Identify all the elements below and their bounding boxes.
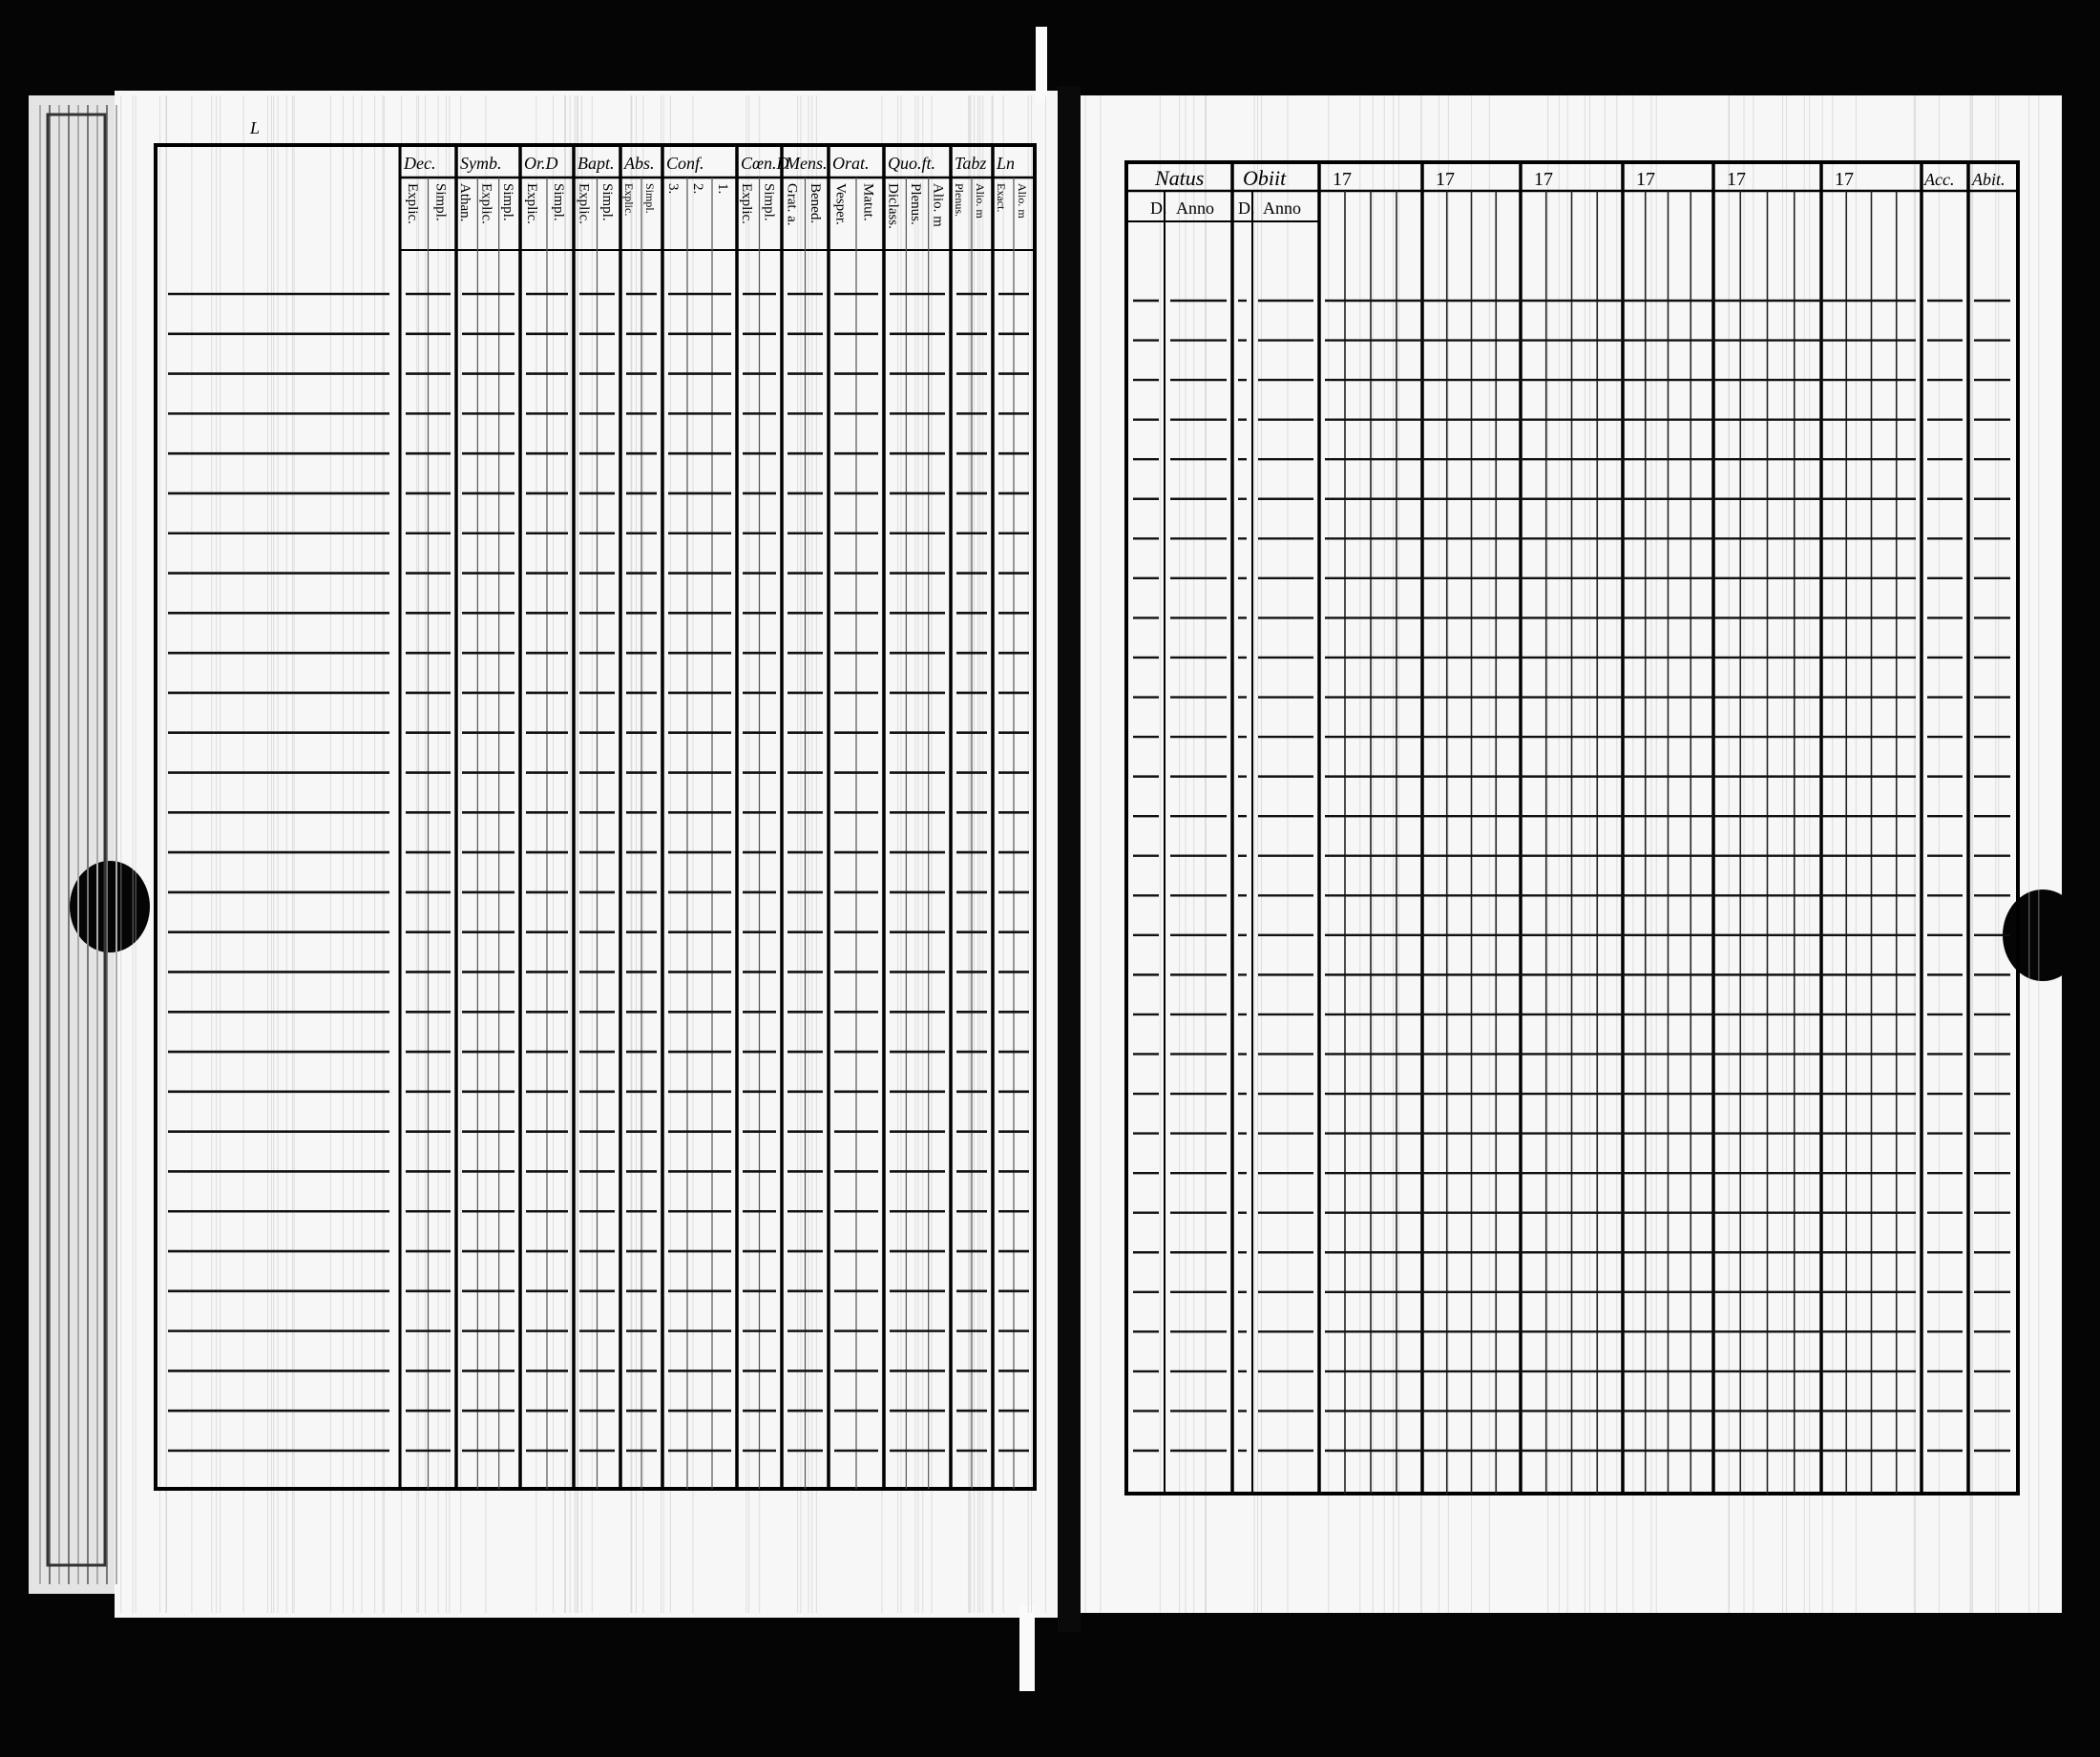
right-clip <box>2003 889 2083 981</box>
column-header: Mens. <box>786 154 828 173</box>
page-letter: L <box>250 118 261 137</box>
column-subheader: Plenus. <box>953 183 966 218</box>
column-subheader: Simpl. <box>432 183 449 221</box>
column-subheader: Matut. <box>860 183 876 221</box>
column-subheader: Explic. <box>404 183 420 224</box>
column-subheader: Explic. <box>478 183 494 224</box>
column-header: Ln <box>997 154 1016 173</box>
column-subheader: Vesper. <box>832 183 849 225</box>
column-header: Quo.ft. <box>888 154 936 173</box>
obiit-header: Obiit <box>1243 166 1287 190</box>
binding-thread-top <box>1036 27 1047 103</box>
column-header: Dec. <box>404 154 436 173</box>
year-header: 17 <box>1333 169 1352 190</box>
column-subheader: Explic. <box>576 183 592 224</box>
column-subheader: Diclass. <box>885 183 901 229</box>
column-header: Symb. <box>460 154 502 173</box>
column-subheader: Explic. <box>524 183 539 224</box>
year-header: 17 <box>1636 169 1655 190</box>
column-subheader: 1. <box>715 183 730 195</box>
column-subheader: Alio. m <box>930 183 946 227</box>
column-subheader: Simpl. <box>499 183 515 221</box>
column-header: Cœn.D <box>741 154 789 173</box>
column-subheader: Simpl. <box>598 183 615 221</box>
column-header: Tabz <box>955 154 987 173</box>
natus-day: D. <box>1150 199 1167 218</box>
column-header: Conf. <box>666 154 704 173</box>
year-header: 17 <box>1534 169 1553 190</box>
column-subheader: Simpl. <box>761 183 777 221</box>
year-header: 17 <box>1436 169 1455 190</box>
column-header: Bapt. <box>578 154 615 173</box>
gutter <box>1058 86 1081 1632</box>
obiit-year: Anno <box>1263 199 1301 218</box>
obiit-day: D. <box>1238 199 1255 218</box>
column-header: Orat. <box>832 154 870 173</box>
column-subheader: 3. <box>665 183 681 195</box>
book-spread <box>29 27 2083 1691</box>
column-subheader: Explic. <box>738 183 754 224</box>
natus-header: Natus <box>1155 166 1205 190</box>
column-subheader: Alio. m <box>974 183 987 219</box>
binding-thread-bottom <box>1019 1605 1035 1691</box>
column-subheader: Exact. <box>995 183 1008 213</box>
column-subheader: Simpl. <box>643 183 657 214</box>
column-subheader: Athan. <box>457 183 473 222</box>
column-subheader: Explic. <box>622 183 636 217</box>
column-subheader: Simpl. <box>551 183 566 221</box>
column-header: Or.D <box>524 154 558 173</box>
column-subheader: Plenus. <box>908 183 923 225</box>
column-subheader: Alio. m <box>1016 183 1029 219</box>
year-header: 17 <box>1835 169 1854 190</box>
abiit-header: Abit. <box>1972 170 2006 189</box>
column-subheader: 2. <box>690 183 705 195</box>
year-header: 17 <box>1727 169 1746 190</box>
natus-year: Anno <box>1176 199 1214 218</box>
column-header: Abs. <box>624 154 655 173</box>
column-subheader: Bened. <box>807 183 823 224</box>
left-page-edges <box>29 95 124 1594</box>
accessit-header: Acc. <box>1924 170 1955 189</box>
left-clip <box>70 861 150 952</box>
column-subheader: Grat. a. <box>784 183 800 226</box>
